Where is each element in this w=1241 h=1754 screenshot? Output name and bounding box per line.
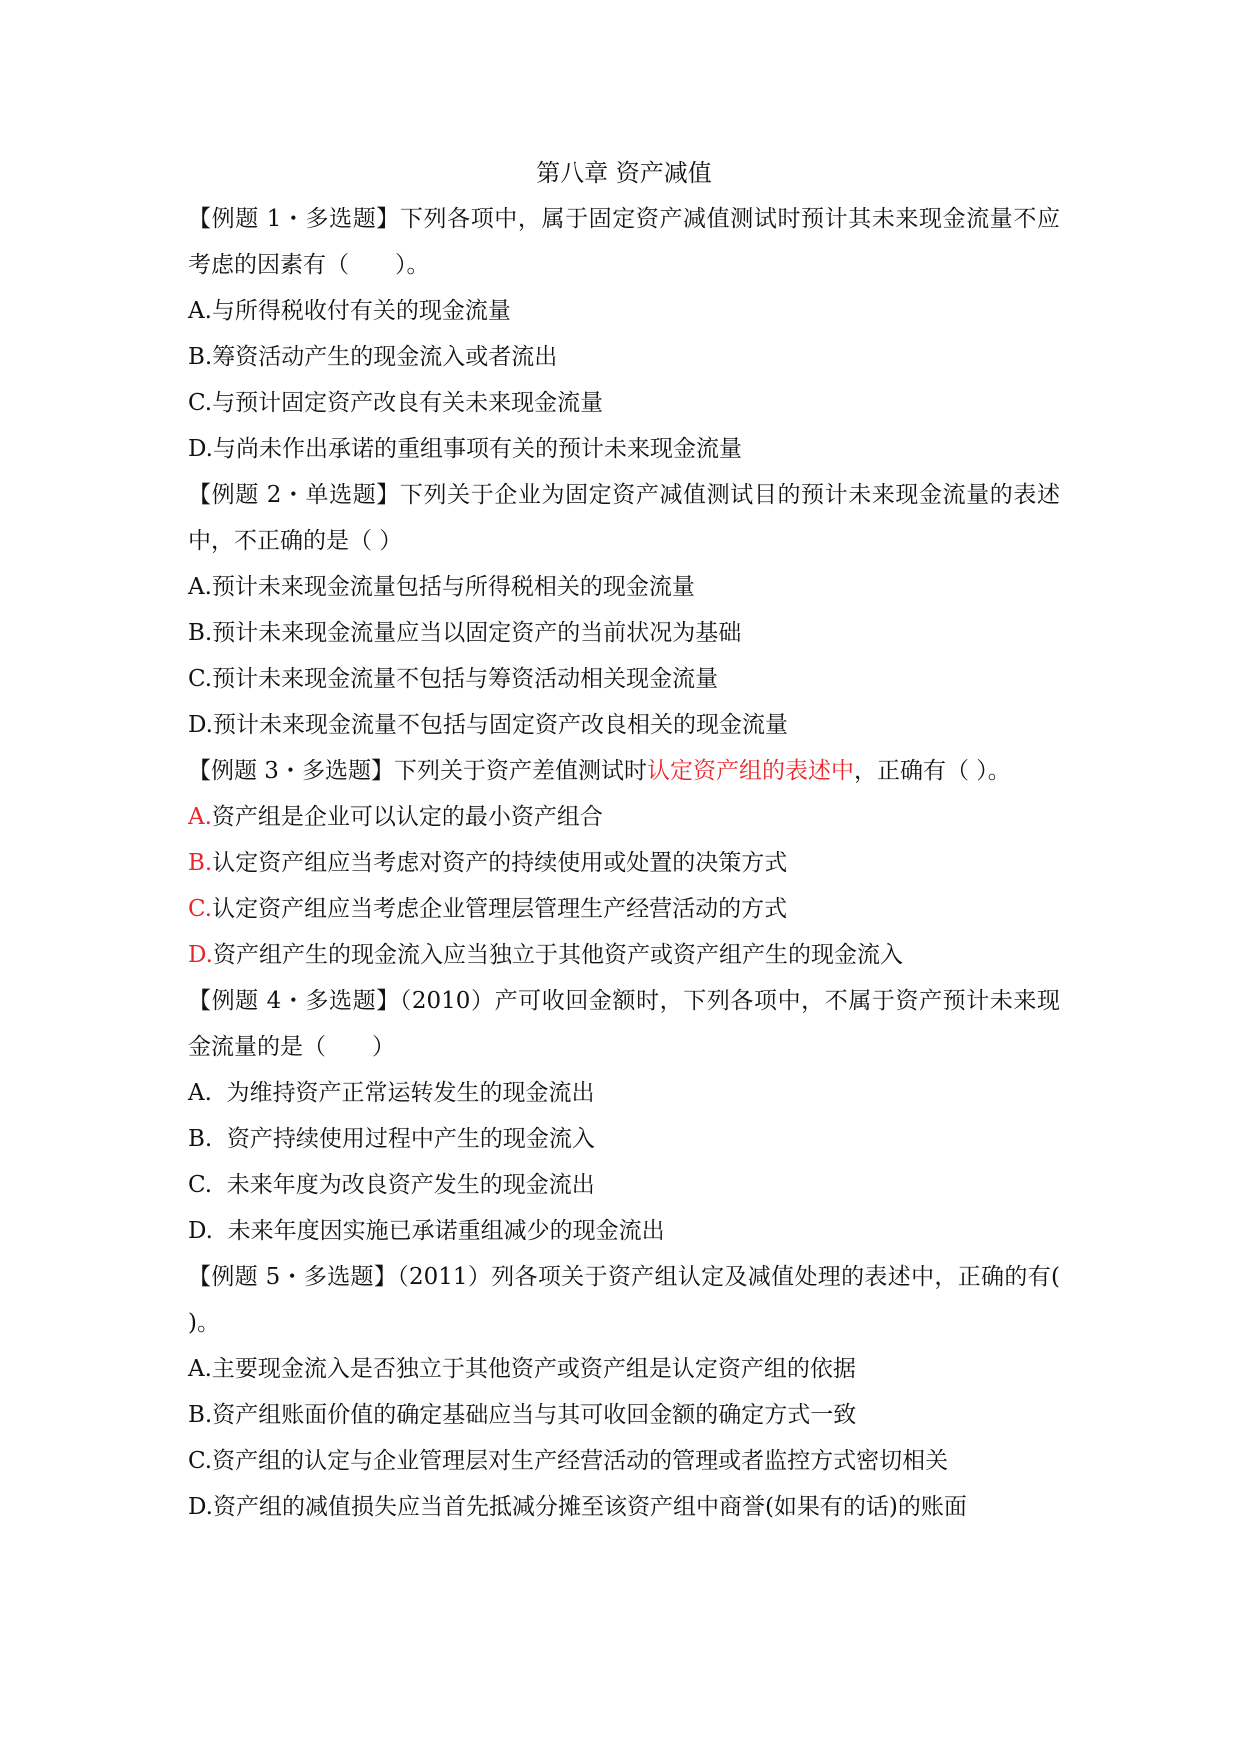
option-letter: B. <box>188 344 213 370</box>
question-5 <box>188 1254 1068 1530</box>
option-b <box>188 1392 1060 1438</box>
question-stem <box>188 748 1060 794</box>
option-c <box>188 1162 1060 1208</box>
option-d <box>188 1484 1060 1530</box>
option-c <box>188 886 1060 932</box>
option-letter: A. <box>188 574 212 600</box>
option-text: 未来年度为改良资产发生的现金流出 <box>226 1172 595 1198</box>
option-d <box>188 426 1060 472</box>
option-a <box>188 1070 1060 1116</box>
option-text: 资产组的减值损失应当首先抵减分摊至该资产组中商誉(如果有的话)的账面 <box>212 1494 967 1520</box>
option-text: 筹资活动产生的现金流入或者流出 <box>212 344 558 370</box>
question-stem <box>188 196 1060 288</box>
option-text: 预计未来现金流量应当以固定资产的当前状况为基础 <box>212 620 742 646</box>
question-text: 下列各项中，属于固定资产减值测试时预计其未来现金流量不应考虑的因素有（ ）。 <box>188 206 1060 278</box>
question-tag: 【例题 4・多选题】 <box>188 988 400 1014</box>
question-1 <box>188 196 1060 472</box>
option-letter: D. <box>188 1494 213 1520</box>
option-letter: D. <box>188 712 213 738</box>
option-d <box>188 1208 1060 1254</box>
option-text: 资产组产生的现金流入应当独立于其他资产或资产组产生的现金流入 <box>212 942 903 968</box>
option-text: 资产组是企业可以认定的最小资产组合 <box>211 804 603 830</box>
option-letter: A. <box>188 298 212 324</box>
option-b <box>188 840 1060 886</box>
option-text: 预计未来现金流量不包括与筹资活动相关现金流量 <box>212 666 719 692</box>
question-stem <box>188 978 1060 1070</box>
option-text: 资产组的认定与企业管理层对生产经营活动的管理或者监控方式密切相关 <box>212 1448 949 1474</box>
option-a <box>188 564 1060 610</box>
question-stem <box>188 1254 1068 1346</box>
option-text: 资产组账面价值的确定基础应当与其可收回金额的确定方式一致 <box>212 1402 857 1428</box>
option-text: 为维持资产正常运转发生的现金流出 <box>226 1080 595 1106</box>
option-d <box>188 932 1060 978</box>
question-stem <box>188 472 1060 564</box>
option-a <box>188 1346 1060 1392</box>
option-letter: A. <box>188 1080 212 1106</box>
option-letter: C. <box>188 896 213 922</box>
chapter-title: 第八章 资产减值 <box>536 159 712 187</box>
option-letter: C. <box>188 666 213 692</box>
highlighted-text: 认定资产组的表述中 <box>646 758 854 784</box>
option-letter: D. <box>188 942 213 968</box>
option-text: 与预计固定资产改良有关未来现金流量 <box>212 390 604 416</box>
option-text: 未来年度因实施已承诺重组减少的现金流出 <box>227 1218 665 1244</box>
question-3 <box>188 748 1060 978</box>
option-text: 预计未来现金流量不包括与固定资产改良相关的现金流量 <box>212 712 788 738</box>
option-c <box>188 656 1060 702</box>
option-letter: D. <box>188 1218 213 1244</box>
question-tag: 【例题 1・多选题】 <box>188 206 400 232</box>
option-b <box>188 610 1060 656</box>
option-d <box>188 702 1060 748</box>
document-page <box>188 150 1068 1530</box>
question-tag: 【例题 2・单选题】 <box>188 482 400 508</box>
option-text: 与所得税收付有关的现金流量 <box>211 298 511 324</box>
question-tag: 【例题 5・多选题】 <box>188 1264 398 1290</box>
option-letter: B. <box>188 1126 213 1152</box>
option-letter: C. <box>188 1448 213 1474</box>
option-letter: C. <box>188 390 213 416</box>
question-2 <box>188 472 1060 748</box>
question-text: 下列关于资产差值测试时 <box>393 758 647 784</box>
option-letter: A. <box>188 804 212 830</box>
option-text: 认定资产组应当考虑企业管理层管理生产经营活动的方式 <box>212 896 788 922</box>
option-a <box>188 288 1060 334</box>
question-text: （2011）列各项关于资产组认定及减值处理的表述中，正确的有( )。 <box>188 1264 1068 1336</box>
question-4 <box>188 978 1060 1254</box>
option-text: 预计未来现金流量包括与所得税相关的现金流量 <box>211 574 695 600</box>
option-letter: B. <box>188 620 213 646</box>
question-text: 下列关于企业为固定资产减值测试目的预计未来现金流量的表述中，不正确的是（ ） <box>188 482 1060 554</box>
question-text-end: ，正确有（ ）。 <box>853 758 1011 784</box>
question-text: （2010）产可收回金额时，下列各项中，不属于资产预计未来现金流量的是（ ） <box>188 988 1060 1060</box>
option-b <box>188 334 1060 380</box>
option-letter: B. <box>188 1402 213 1428</box>
option-letter: C. <box>188 1172 213 1198</box>
option-text: 主要现金流入是否独立于其他资产或资产组是认定资产组的依据 <box>211 1356 856 1382</box>
option-c <box>188 1438 1060 1484</box>
option-b <box>188 1116 1060 1162</box>
option-text: 认定资产组应当考虑对资产的持续使用或处置的决策方式 <box>212 850 788 876</box>
option-text: 与尚未作出承诺的重组事项有关的预计未来现金流量 <box>212 436 742 462</box>
option-letter: A. <box>188 1356 212 1382</box>
option-letter: D. <box>188 436 213 462</box>
option-a <box>188 794 1060 840</box>
option-c <box>188 380 1060 426</box>
option-text: 资产持续使用过程中产生的现金流入 <box>226 1126 595 1152</box>
question-tag: 【例题 3・多选题】 <box>188 758 394 784</box>
option-letter: B. <box>188 850 213 876</box>
